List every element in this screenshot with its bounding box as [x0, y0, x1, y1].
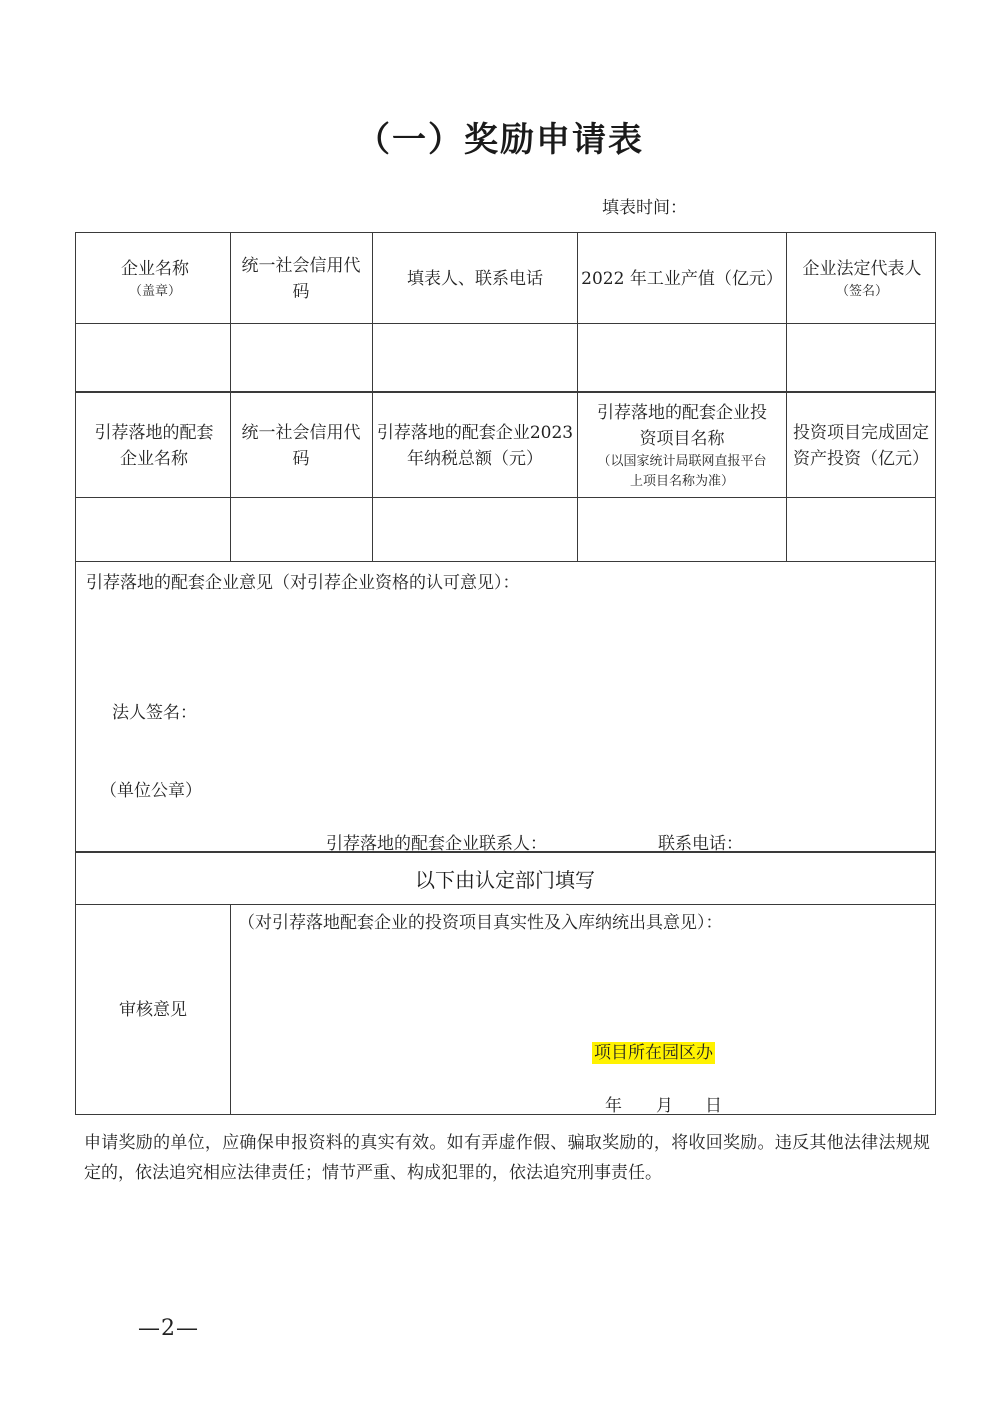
contact-phone-label: 联系电话： — [658, 834, 743, 854]
header-main: 投资项目完成固定资产投资（亿元） — [793, 422, 929, 469]
unit-seal-label: （单位公章） — [100, 781, 202, 801]
header-main: 填表人、联系电话 — [407, 268, 543, 289]
table-enterprise-row-divider — [75, 323, 936, 324]
section-title: 以下由认定部门填写 — [415, 867, 595, 892]
header-main: 引荐落地的配套企业2023 年纳税总额（元） — [376, 422, 574, 469]
declaration-note: 申请奖励的单位，应确保申报资料的真实有效。如有弄虚作假、骗取奖励的，将收回奖励。违反其他法律法规规定的，依法追究相应法律责任；情节严重、构成犯罪的，依法追究刑事责任。 — [84, 1133, 930, 1183]
col-divider — [786, 392, 787, 562]
legal-signature-label: 法人签名： — [112, 703, 197, 723]
header-output-value — [580, 234, 784, 323]
header-legal-rep — [790, 234, 934, 323]
date-month: 月 — [656, 1096, 673, 1116]
header-sub: （签名） — [835, 283, 888, 299]
opinion-section — [75, 562, 936, 852]
col-divider — [230, 392, 231, 562]
col-divider — [230, 232, 231, 392]
page-number: —2— — [138, 1316, 199, 1341]
header-fixed-asset-investment — [792, 394, 930, 497]
col-divider — [372, 392, 373, 562]
contact-person-label: 引荐落地的配套企业联系人： — [326, 834, 547, 854]
header-main: 统一社会信用代码 — [241, 422, 361, 469]
opinion-label: 引荐落地的配套企业意见（对引荐企业资格的认可意见）： — [86, 573, 520, 593]
header-main: 企业名称 — [121, 258, 189, 279]
date-day: 日 — [705, 1096, 722, 1116]
review-instruction: （对引荐落地配套企业的投资项目真实性及入库纳统出具意见）： — [238, 913, 723, 933]
col-divider — [786, 232, 787, 392]
header-sub: （盖章） — [128, 283, 181, 299]
col-divider — [577, 232, 578, 392]
park-office-label — [592, 1038, 715, 1063]
header-tax-total — [376, 394, 574, 497]
header-main: 企业法定代表人 — [802, 258, 922, 279]
header-project-name — [592, 394, 772, 497]
col-divider — [372, 232, 373, 392]
header-sub: （以国家统计局联网直报平台上项目名称为准） — [597, 453, 767, 489]
header-supporting-credit-code — [240, 394, 362, 497]
fill-time-label: 填表时间： — [602, 198, 687, 218]
date-year: 年 — [605, 1096, 622, 1116]
header-main: 2022 年工业产值（亿元） — [581, 268, 783, 289]
header-main: 统一社会信用代码 — [241, 255, 361, 302]
review-divider — [230, 904, 231, 1115]
park-office-highlight: 项目所在园区办 — [594, 1043, 713, 1063]
page-title: （一）奖励申请表 — [356, 120, 644, 160]
header-credit-code — [240, 234, 362, 323]
table-supporting-row-divider — [75, 497, 936, 498]
header-main: 引荐落地的配套企业名称 — [94, 422, 214, 469]
col-divider — [577, 392, 578, 562]
header-enterprise-name — [80, 234, 230, 323]
header-supporting-name — [90, 394, 218, 497]
header-filler-phone — [376, 234, 574, 323]
review-label: 审核意见 — [119, 999, 187, 1020]
header-main: 引荐落地的配套企业投资项目名称 — [597, 402, 767, 449]
